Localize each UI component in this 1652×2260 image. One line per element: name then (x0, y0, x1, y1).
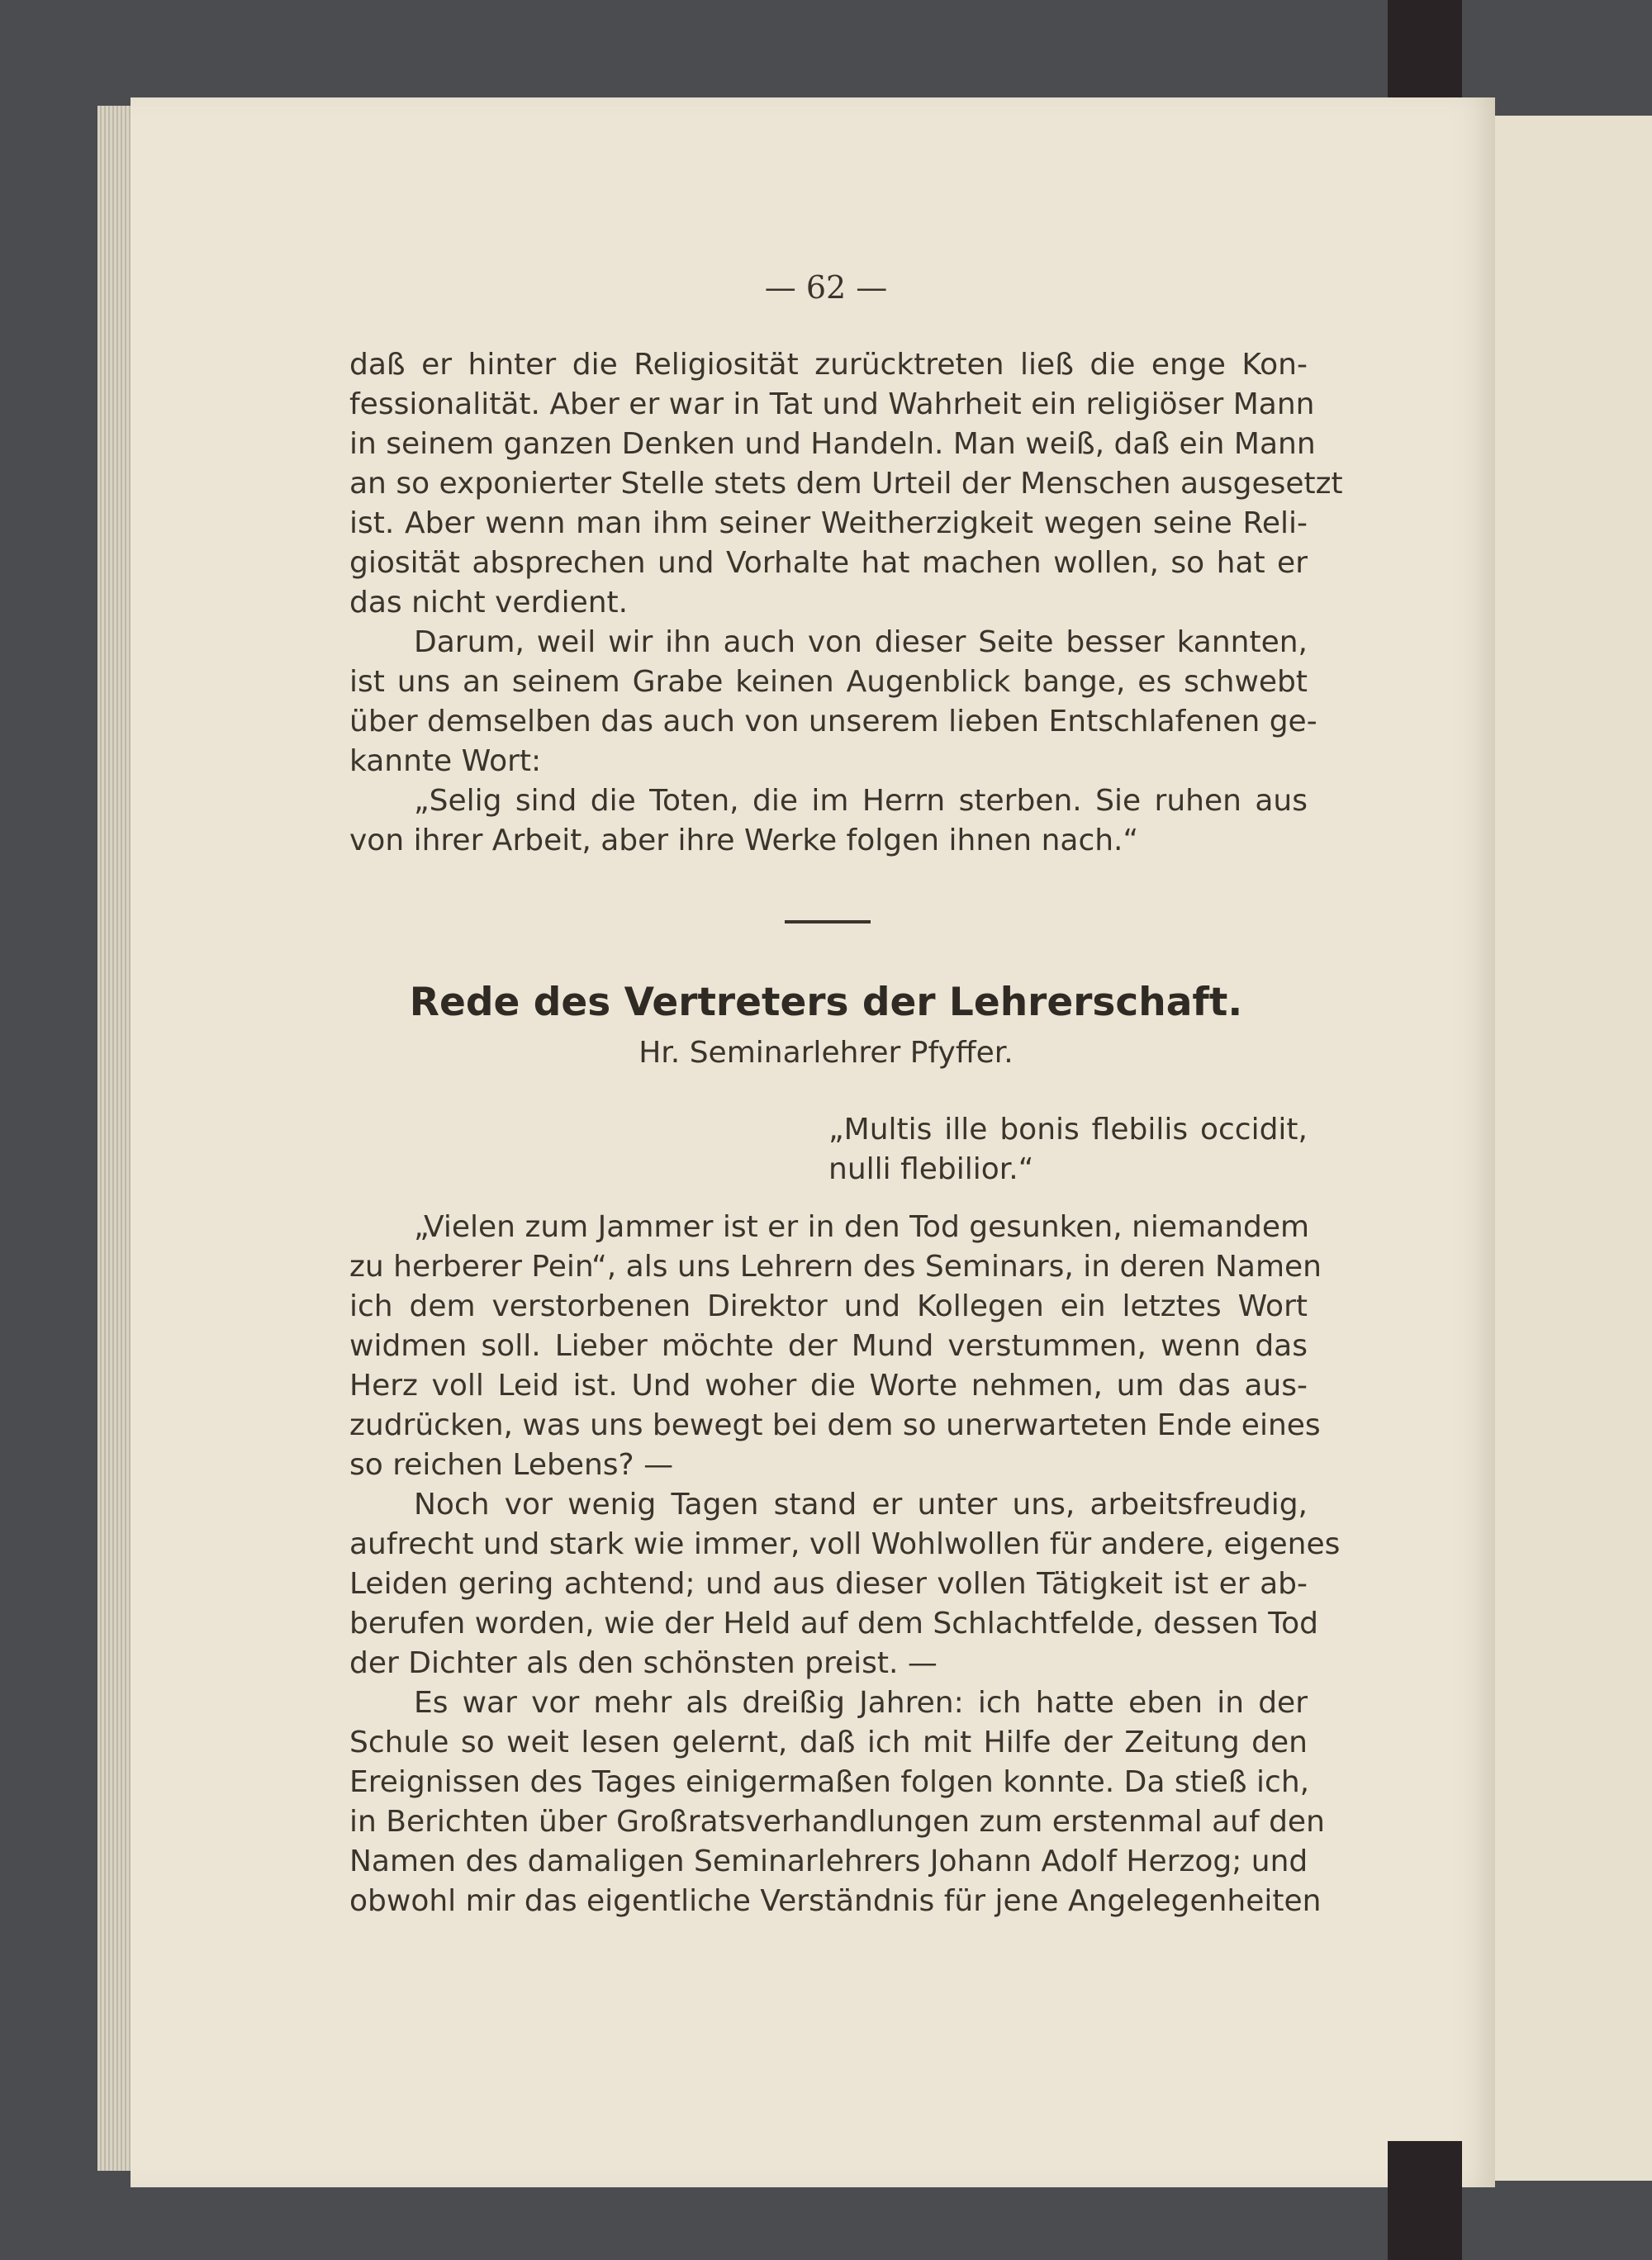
text-line: „Vielen zum Jammer ist er in den Tod gesunken, niemandem (414, 1210, 1310, 1244)
motto-line: „Multis ille bonis flebilis occidit, (828, 1113, 1308, 1147)
text-line: widmen soll. Lieber möchte der Mund verstummen, wenn das (349, 1329, 1308, 1363)
motto-line: nulli flebilior.“ (828, 1152, 1034, 1186)
page-number: — 62 — (764, 269, 888, 306)
text-line: „Selig sind die Toten, die im Herrn sterben. Sie ruhen aus (414, 784, 1308, 818)
text-line: von ihrer Arbeit, aber ihre Werke folgen ihnen nach.“ (349, 824, 1139, 857)
text-line: über demselben das auch von unserem lieben Entschlafenen ge- (349, 705, 1317, 738)
section-heading: Rede des Vertreters der Lehrerschaft. (409, 980, 1243, 1025)
text-line: Namen des damaligen Seminarlehrers Johann Adolf Herzog; und (349, 1845, 1308, 1878)
text-line: Leiden gering achtend; und aus dieser vollen Tätigkeit ist er ab- (349, 1567, 1308, 1601)
text-line: daß er hinter die Religiosität zurücktreten ließ die enge Kon- (349, 348, 1308, 382)
text-line: in Berichten über Großratsverhandlungen zum erstenmal auf den (349, 1805, 1325, 1839)
text-line: Ereignissen des Tages einigermaßen folgen konnte. Da stieß ich, (349, 1765, 1310, 1799)
section-subheading: Hr. Seminarlehrer Pfyffer. (638, 1036, 1014, 1070)
facing-page-edge (1488, 116, 1652, 2181)
binding-strap-bottom (1388, 2141, 1462, 2260)
text-line: ist. Aber wenn man ihm seiner Weitherzigkeit wegen seine Reli- (349, 506, 1308, 540)
text-line: kannte Wort: (349, 744, 542, 778)
text-line: so reichen Lebens? — (349, 1448, 674, 1482)
text-line: Noch vor wenig Tagen stand er unter uns, arbeitsfreudig, (414, 1488, 1308, 1522)
text-line: der Dichter als den schönsten preist. — (349, 1646, 938, 1680)
text-line: Herz voll Leid ist. Und woher die Worte nehmen, um das aus- (349, 1369, 1308, 1403)
text-line: fessionalität. Aber er war in Tat und Wahrheit ein religiöser Mann (349, 387, 1315, 421)
text-line: in seinem ganzen Denken und Handeln. Man weiß, daß ein Mann (349, 427, 1316, 461)
text-line: zu herberer Pein“, als uns Lehrern des Seminars, in deren Namen (349, 1250, 1322, 1284)
text-line: berufen worden, wie der Held auf dem Schlachtfelde, dessen Tod (349, 1607, 1318, 1640)
text-line: zudrücken, was uns bewegt bei dem so unerwarteten Ende eines (349, 1408, 1321, 1442)
text-line: Darum, weil wir ihn auch von dieser Seite besser kannten, (414, 625, 1308, 659)
section-divider (785, 920, 871, 923)
text-line: ich dem verstorbenen Direktor und Kollegen ein letztes Wort (349, 1289, 1308, 1323)
text-line: giosität absprechen und Vorhalte hat machen wollen, so hat er (349, 546, 1308, 580)
text-line: aufrecht und stark wie immer, voll Wohlwollen für andere, eigenes (349, 1527, 1341, 1561)
text-line: ist uns an seinem Grabe keinen Augenblick bange, es schwebt (349, 665, 1308, 699)
text-line: das nicht verdient. (349, 586, 629, 620)
text-line: an so exponierter Stelle stets dem Urteil der Menschen ausgesetzt (349, 467, 1343, 501)
text-line: obwohl mir das eigentliche Verständnis für jene Angelegenheiten (349, 1884, 1322, 1918)
text-line: Schule so weit lesen gelernt, daß ich mit Hilfe der Zeitung den (349, 1726, 1308, 1759)
text-line: Es war vor mehr als dreißig Jahren: ich hatte eben in der (414, 1686, 1308, 1720)
